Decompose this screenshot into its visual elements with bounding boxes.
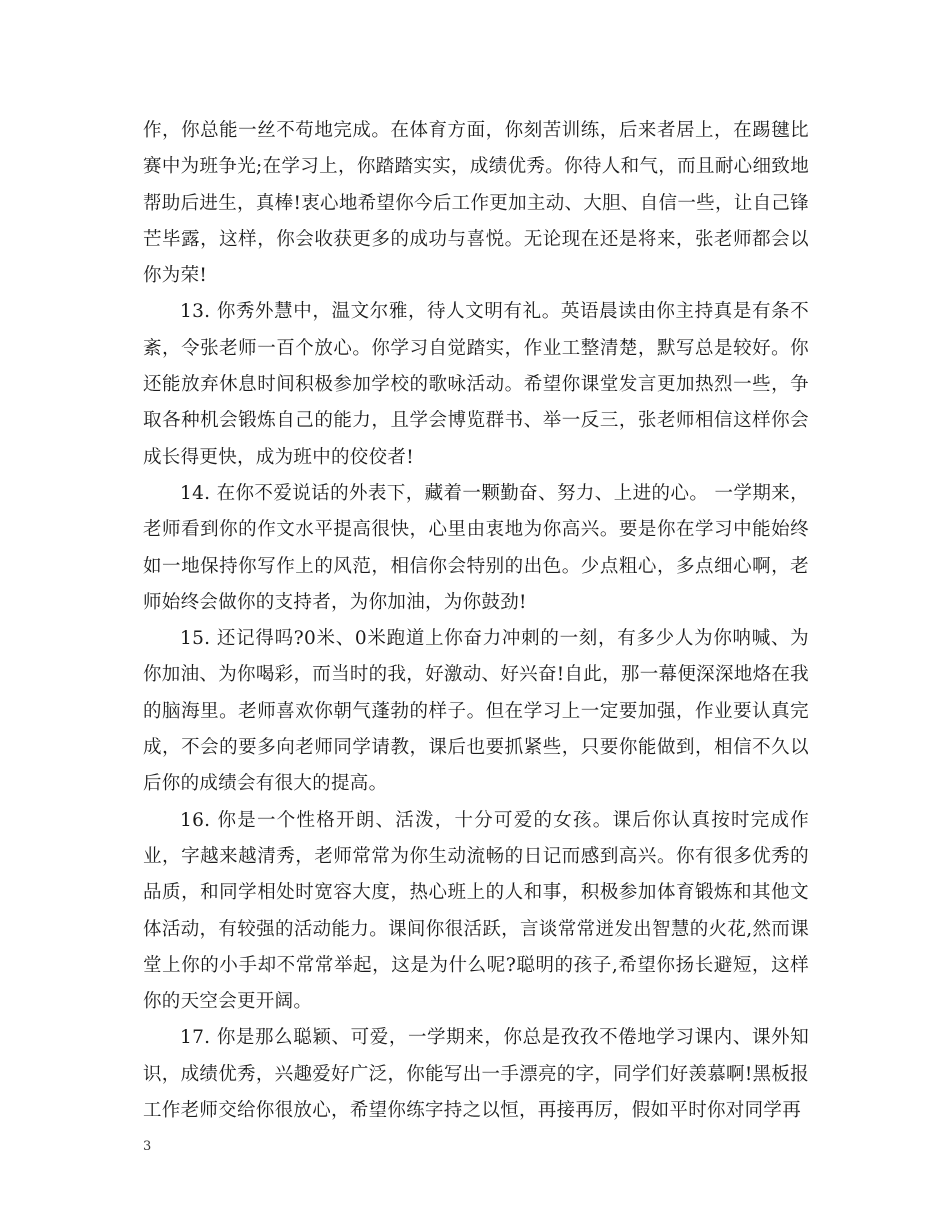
paragraph-15: 15. 还记得吗?0米、0米跑道上你奋力冲刺的一刻，有多少人为你呐喊、为你加油、为你喝彩，而当时的我，好激动、好兴奋!自此，那一幕便深深地烙在我的脑海里。老师喜欢你朝气蓬勃的样子。但在学习上一定要加强，作业要认真完成，不会的要多向老师同学请教，课后也要抓紧些，只要你能做到，相信不久以后你的成绩会有很大的提高。 <box>143 628 809 795</box>
page-number: 3 <box>143 1139 152 1154</box>
paragraph-continued: 作，你总能一丝不苟地完成。在体育方面，你刻苦训练，后来者居上，在踢毽比赛中为班争光;在学习上，你踏踏实实，成绩优秀。你待人和气，而且耐心细致地帮助后进生，真棒!衷心地希望你今后工作更加主动、大胆、自信一些，让自己锋芒毕露，这样，你会收获更多的成功与喜悦。无论现在还是将来，张老师都会以你为荣! <box>143 120 809 287</box>
paragraph-14: 14. 在你不爱说话的外表下，藏着一颗勤奋、努力、上进的心。 一学期来，老师看到你的作文水平提高很快，心里由衷地为你高兴。要是你在学习中能始终如一地保持你写作上的风范，相信你会特别的出色。少点粗心，多点细心啊，老师始终会做你的支持者，为你加油，为你鼓劲! <box>143 482 809 613</box>
paragraph-16: 16. 你是一个性格开朗、活泼，十分可爱的女孩。课后你认真按时完成作业，字越来越清秀，老师常常为你生动流畅的日记而感到高兴。你有很多优秀的品质，和同学相处时宽容大度，热心班上的人和事，积极参加体育锻炼和其他文体活动，有较强的活动能力。课间你很活跃，言谈常常迸发出智慧的火花,然而课堂上你的小手却不常常举起，这是为什么呢?聪明的孩子,希望你扬长避短，这样你的天空会更开阔。 <box>143 809 809 1013</box>
document-body <box>143 113 809 1129</box>
paragraph-13: 13. 你秀外慧中，温文尔雅，待人文明有礼。英语晨读由你主持真是有条不紊，令张老师一百个放心。你学习自觉踏实，作业工整清楚，默写总是较好。你还能放弃休息时间积极参加学校的歌咏活动。希望你课堂发言更加热烈一些，争取各种机会锻炼自己的能力，且学会博览群书、举一反三，张老师相信这样你会成长得更快，成为班中的佼佼者! <box>143 301 809 468</box>
paragraph-17: 17. 你是那么聪颖、可爱，一学期来，你总是孜孜不倦地学习课内、课外知识，成绩优秀，兴趣爱好广泛，你能写出一手漂亮的字，同学们好羡慕啊!黑板报工作老师交给你很放心，希望你练字持之以恒，再接再厉，假如平时你对同学再 <box>143 1027 809 1122</box>
